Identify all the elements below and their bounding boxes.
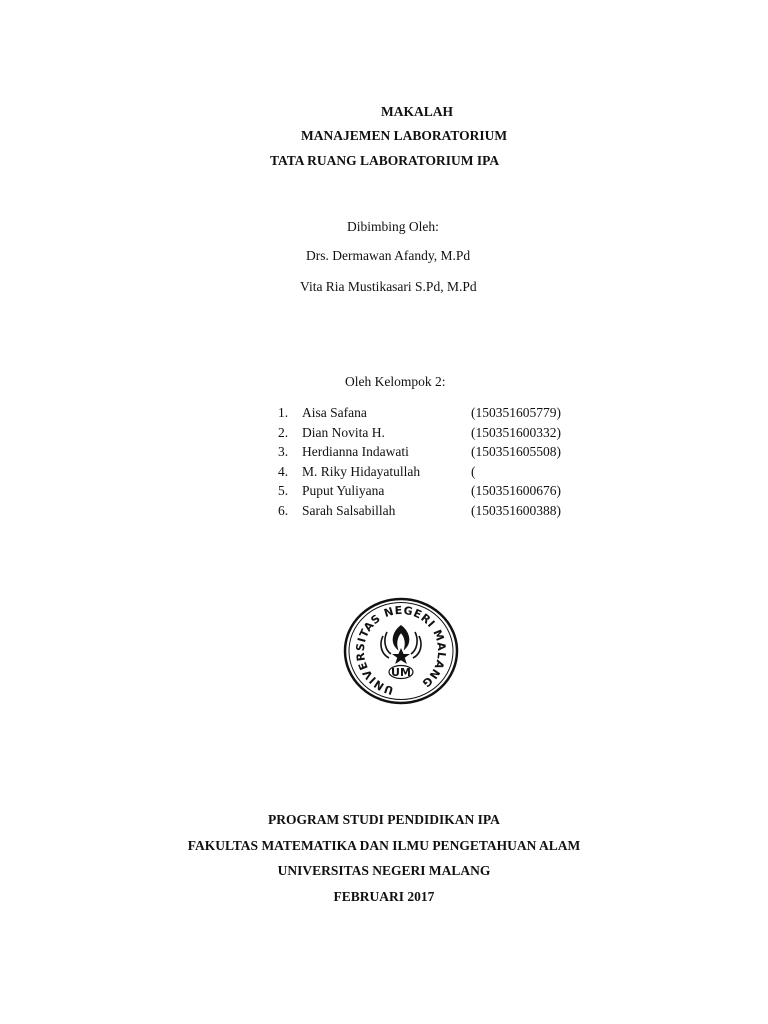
university-logo (341, 596, 461, 706)
member-nim: ( (471, 463, 476, 479)
member-name: M. Riky Hidayatullah (302, 463, 421, 479)
supervisor-name-2: Vita Ria Mustikasari S.Pd, M.Pd (300, 279, 477, 294)
member-nim: (150351605779) (471, 405, 561, 420)
title-makalah: MAKALAH (381, 104, 453, 119)
footer-date: FEBRUARI 2017 (333, 889, 435, 904)
member-number: 2. (278, 424, 289, 440)
member-name: Sarah Salsabillah (302, 502, 396, 518)
member-number: 6. (278, 502, 289, 518)
member-name: Dian Novita H. (302, 424, 385, 440)
list-item (278, 503, 598, 523)
footer-university: UNIVERSITAS NEGERI MALANG (277, 863, 491, 878)
member-list (278, 405, 598, 522)
member-name: Puput Yuliyana (302, 483, 385, 498)
title-topic: TATA RUANG LABORATORIUM IPA (270, 153, 500, 168)
seal-text: UNIVERSITAS NEGERI MALANG (353, 603, 449, 698)
member-name: Aisa Safana (302, 405, 367, 420)
footer-faculty: FAKULTAS MATEMATIKA DAN ILMU PENGETAHUAN ALAM (187, 838, 581, 853)
member-number: 5. (278, 483, 289, 498)
member-nim: (150351600676) (471, 483, 561, 498)
member-number: 3. (278, 444, 289, 459)
member-nim: (150351605508) (471, 444, 561, 459)
title-course: MANAJEMEN LABORATORIUM (301, 128, 508, 143)
list-item (278, 483, 598, 503)
group-label: Oleh Kelompok 2: (345, 374, 446, 389)
member-number: 1. (278, 405, 289, 420)
member-name: Herdianna Indawati (302, 444, 409, 459)
seal-monogram: UM (391, 666, 411, 679)
member-number: 4. (278, 463, 289, 479)
supervisor-label: Dibimbing Oleh: (347, 219, 439, 234)
list-item (278, 464, 598, 484)
list-item (278, 425, 598, 445)
supervisor-name-1: Drs. Dermawan Afandy, M.Pd (306, 248, 471, 263)
member-nim: (150351600388) (471, 502, 561, 518)
list-item (278, 444, 598, 464)
member-nim: (150351600332) (471, 424, 561, 440)
list-item (278, 405, 598, 425)
footer-program: PROGRAM STUDI PENDIDIKAN IPA (268, 812, 500, 827)
university-seal-icon (341, 596, 461, 706)
